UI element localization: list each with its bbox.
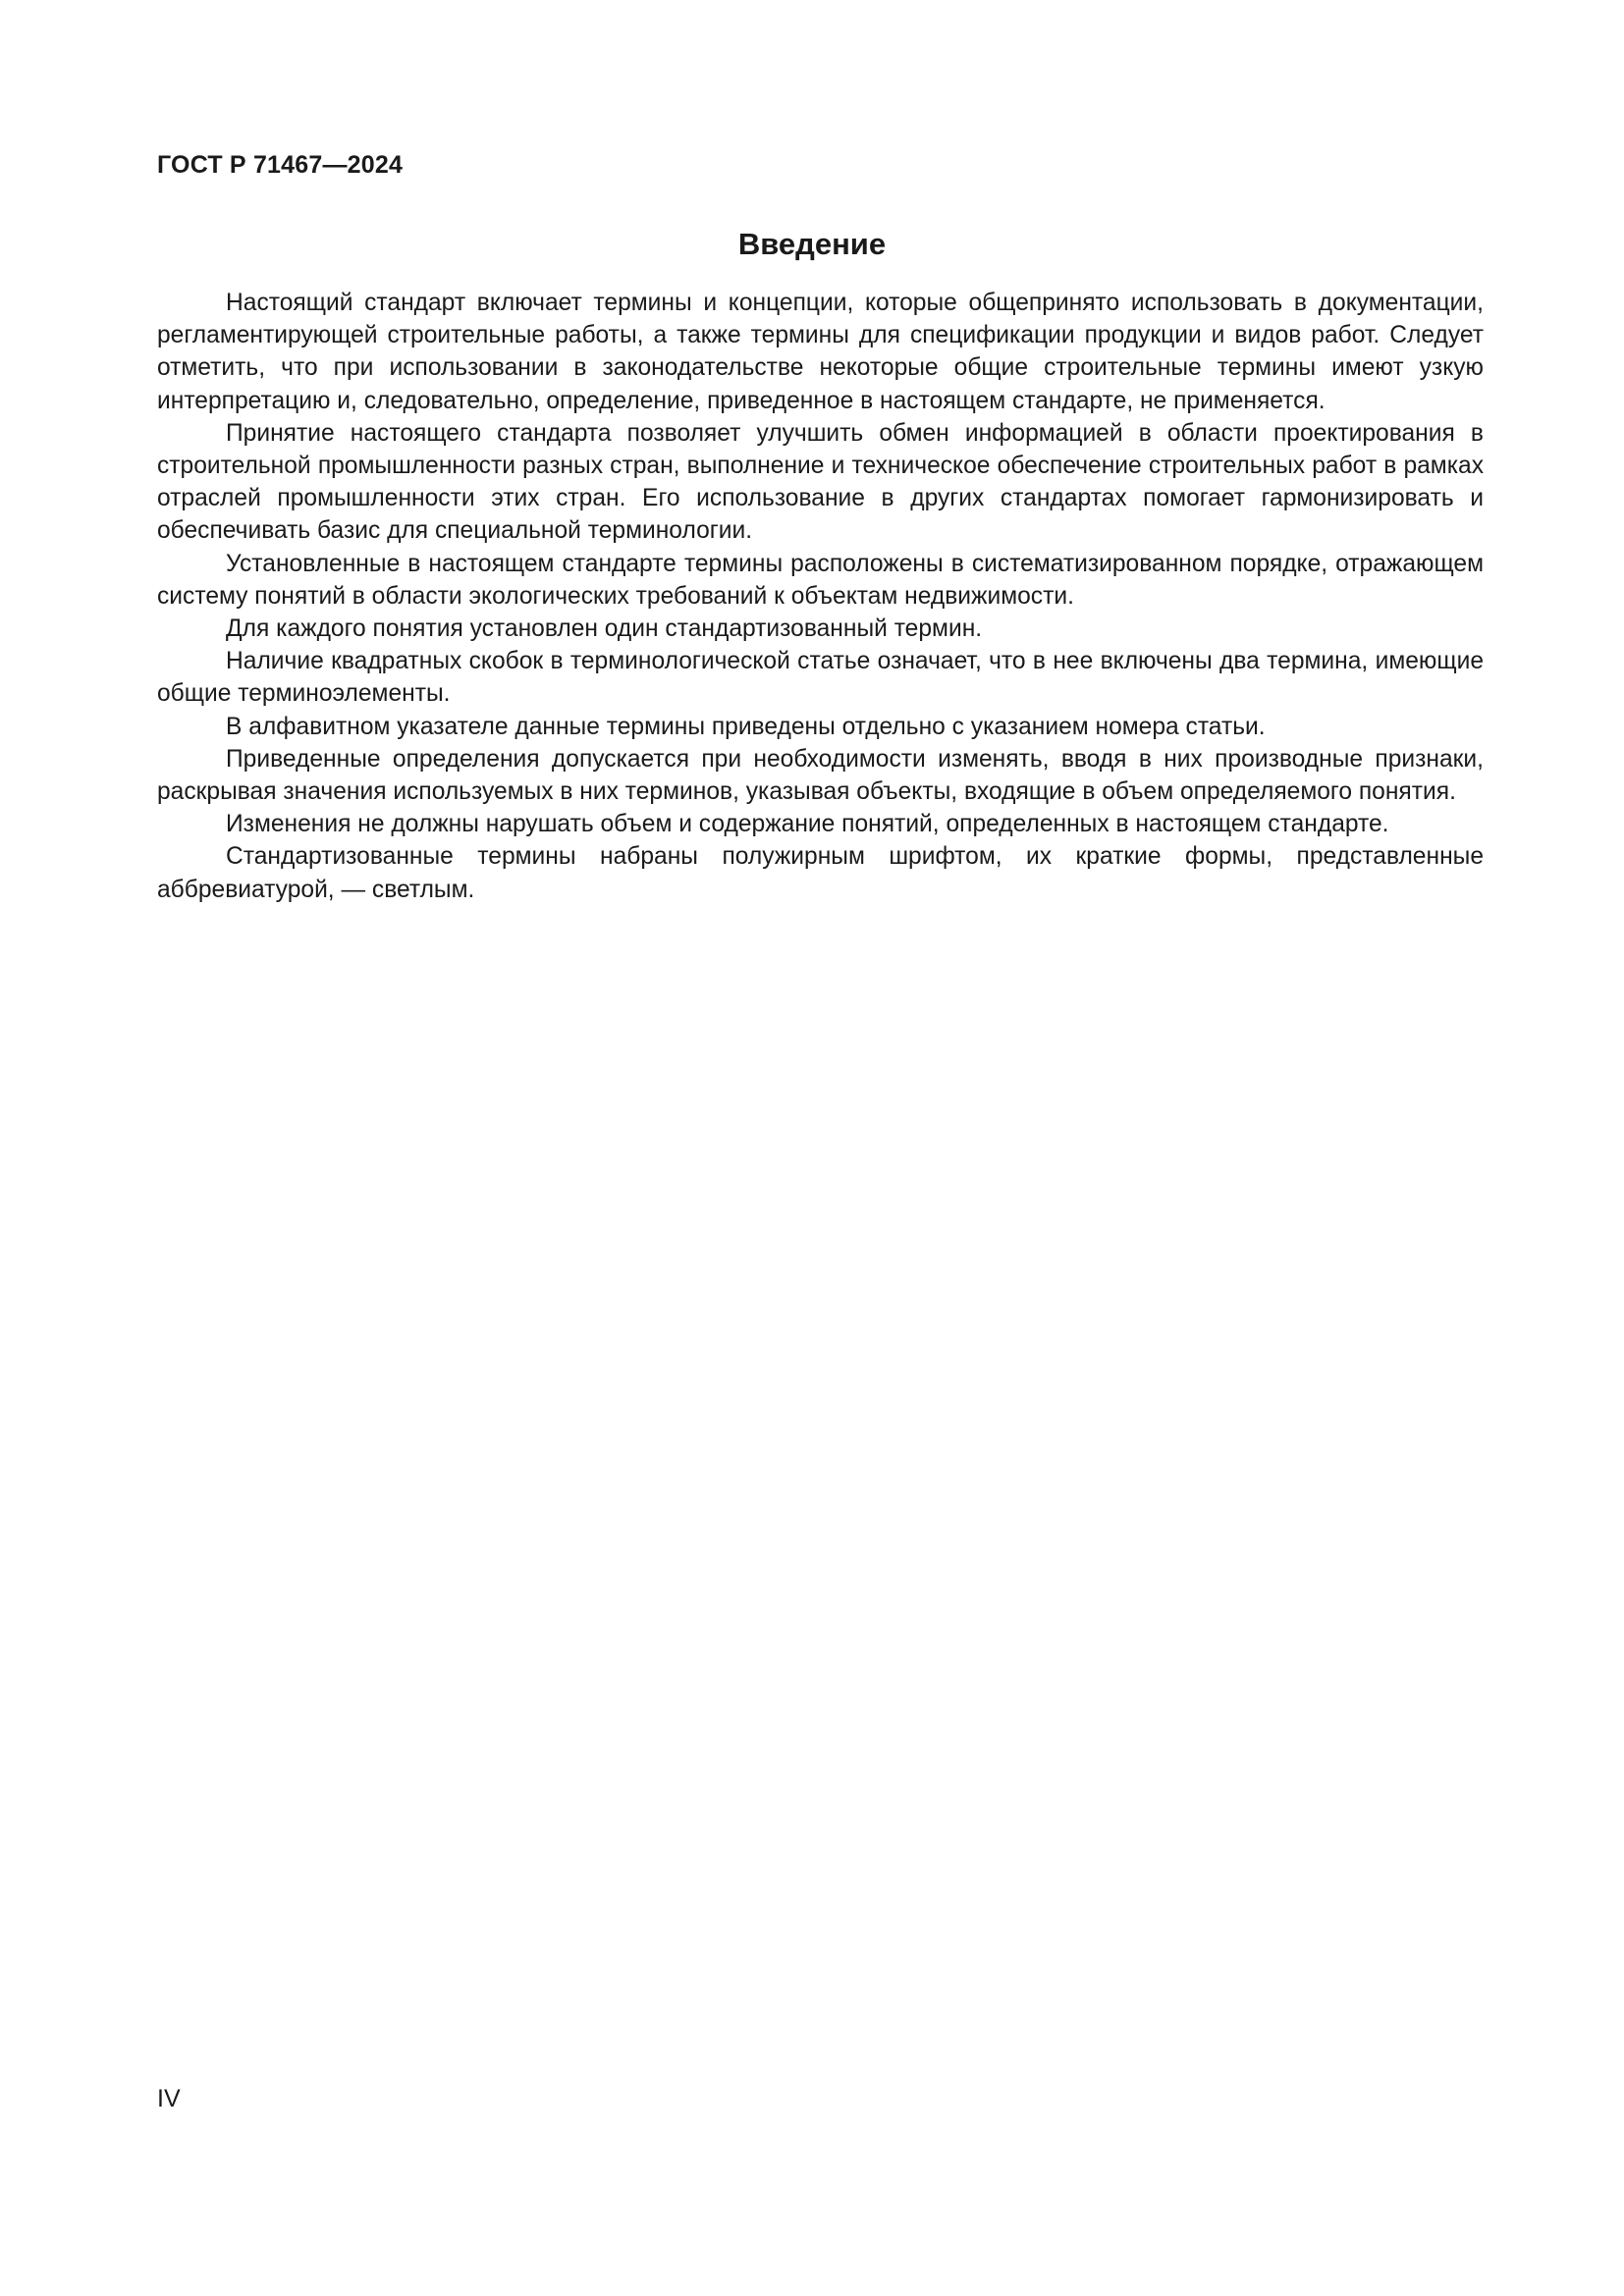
paragraph: Установленные в настоящем стандарте термины расположены в систематизированном порядке, отражающем систему понятий в области экологических требований к объектам недвижимости.	[157, 550, 1484, 610]
paragraph: Приведенные определения допускается при необходимости изменять, вводя в них производные признаки, раскрывая значения используемых в них терминов, указывая объекты, входящие в объем определяемого понятия.	[157, 745, 1484, 806]
paragraph: Принятие настоящего стандарта позволяет улучшить обмен информацией в области проектирования в строительной промышленности разных стран, выполнение и техническое обеспечение строительных работ в рамках отраслей промышленности этих стран. Его использование в других стандартах помогает гармонизировать и обеспечивать базис для специальной терминологии.	[157, 419, 1484, 545]
paragraph: Наличие квадратных скобок в терминологической статье означает, что в нее включены два термина, имеющие общие терминоэлементы.	[157, 648, 1484, 708]
page-number: IV	[157, 2085, 181, 2112]
paragraph: Настоящий стандарт включает термины и концепции, которые общепринято использовать в документации, регламентирующей строительные работы, а также термины для спецификации продукции и видов работ. Следует отметить, что при использовании в законодательстве некоторые общие строительные термины имеют узкую интерпретацию и, следовательно, определение, приведенное в настоящем стандарте, не применяется.	[157, 290, 1484, 414]
paragraph: Изменения не должны нарушать объем и содержание понятий, определенных в настоящем стандарте.	[226, 811, 1389, 838]
paragraph: Для каждого понятия установлен один стандартизованный термин.	[226, 615, 983, 643]
introduction-body	[157, 287, 1484, 906]
document-code: ГОСТ Р 71467—2024	[157, 151, 404, 179]
paragraph: В алфавитном указателе данные термины приведены отдельно с указанием номера статьи.	[226, 713, 1266, 740]
section-title: Введение	[737, 227, 887, 261]
paragraph: Стандартизованные термины набраны полужирным шрифтом, их краткие формы, представленные аббревиатурой, — светлым.	[157, 843, 1484, 903]
